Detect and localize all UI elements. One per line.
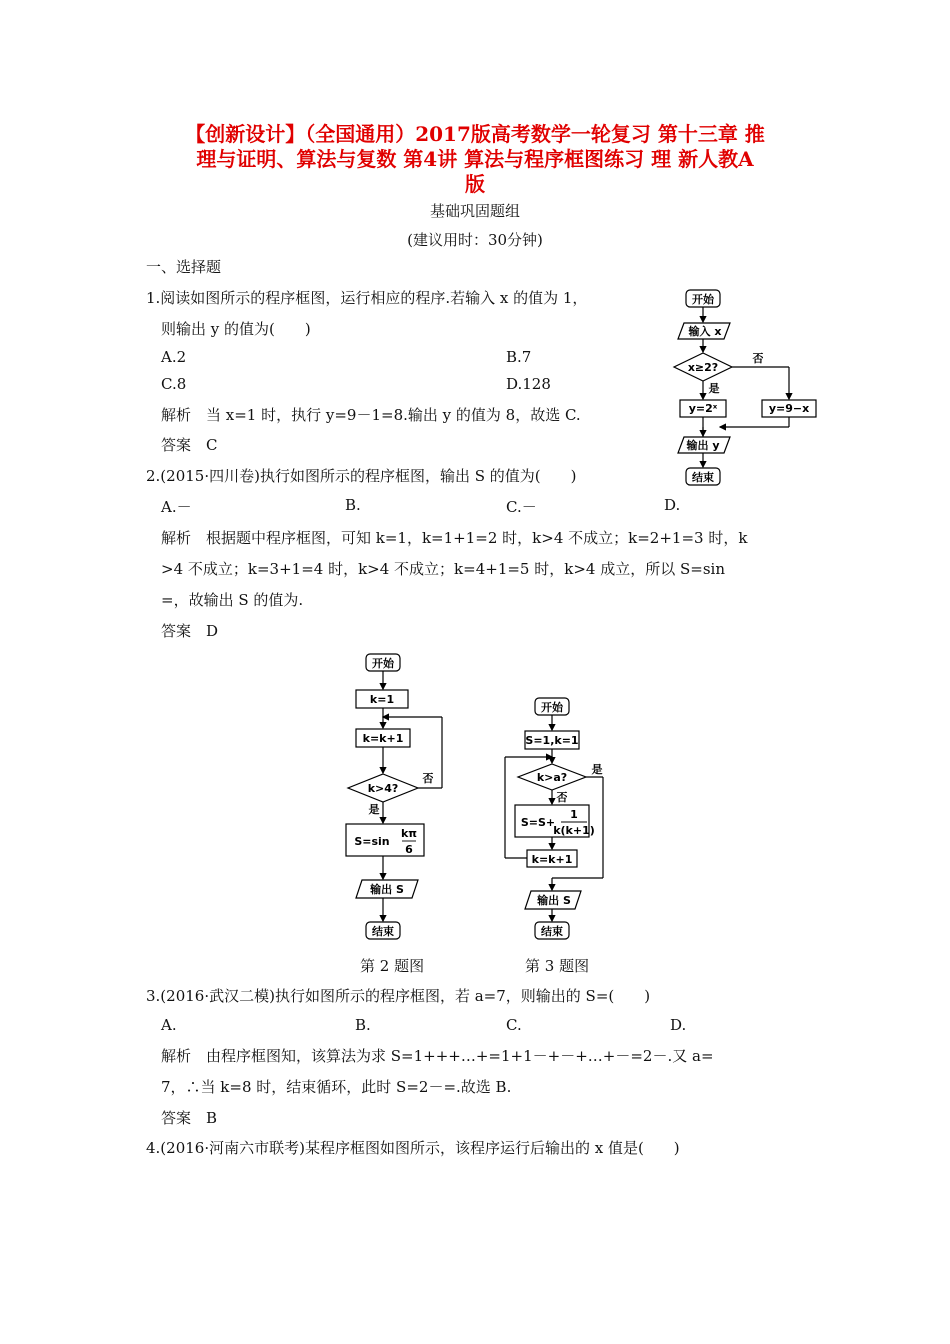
fc2-calc-numerator: kπ bbox=[400, 827, 418, 840]
q3-option-b: B. bbox=[355, 1016, 371, 1034]
fc3-start-text: 开始 bbox=[541, 701, 563, 714]
q1-option-b: B.7 bbox=[506, 348, 532, 366]
title-line-1: 【创新设计】（全国通用）2017版高考数学一轮复习 第十三章 推 bbox=[185, 122, 765, 146]
q2-option-b: B. bbox=[345, 496, 361, 514]
fc2-start-text: 开始 bbox=[372, 657, 394, 670]
q1-option-d: D.128 bbox=[506, 375, 551, 393]
fc3-no-label: 否 bbox=[556, 791, 568, 804]
q2-answer: 答案 D bbox=[161, 622, 219, 640]
fc3-update-text: k=k+1 bbox=[531, 853, 573, 866]
fc3-calc-numerator: 1 bbox=[570, 808, 578, 821]
fc3-calc-prefix: S=S+ bbox=[520, 816, 556, 829]
fc3-init-text: S=1,k=1 bbox=[525, 734, 579, 747]
fc3-end-text: 结束 bbox=[541, 925, 563, 938]
fig2-caption: 第 2 题图 bbox=[360, 957, 425, 975]
fc1-end-text: 结束 bbox=[692, 471, 714, 484]
q3-analysis-line2: 7，∴当 k=8 时，结束循环，此时 S=2－=.故选 B. bbox=[161, 1078, 512, 1096]
q1-stem-line2: 则输出 y 的值为( ) bbox=[161, 320, 311, 338]
q1-option-a: A.2 bbox=[161, 348, 187, 366]
q4-stem: 4.(2016·河南六市联考)某程序框图如图所示，该程序运行后输出的 x 值是( ) bbox=[146, 1139, 680, 1157]
q1-option-c: C.8 bbox=[161, 375, 187, 393]
section-heading: 一、选择题 bbox=[146, 258, 222, 276]
fc1-output-text: 输出 y bbox=[686, 439, 720, 452]
q2-option-a: A.－ bbox=[161, 498, 192, 516]
document-title bbox=[120, 122, 830, 197]
fc1-input-text: 输入 x bbox=[688, 325, 722, 338]
fc1-start-text: 开始 bbox=[692, 293, 714, 306]
fc1-left-text: y=2ˣ bbox=[688, 402, 718, 415]
time-note: (建议用时：30分钟) bbox=[407, 231, 543, 249]
fc2-cond-text: k>4? bbox=[367, 782, 399, 795]
q3-analysis-line1: 解析 由程序框图知，该算法为求 S=1+++…+=1+1－+－+…+－=2－.又 a= bbox=[161, 1047, 714, 1065]
q2-analysis-line2: >4 不成立；k=3+1=4 时，k>4 不成立；k=4+1=5 时，k>4 成立，所以 S=sin bbox=[161, 560, 725, 578]
q2-analysis-line1: 解析 根据题中程序框图，可知 k=1，k=1+1=2 时，k>4 不成立；k=2+1=3 时，k bbox=[161, 529, 748, 547]
fc3-output-text: 输出 S bbox=[537, 894, 571, 907]
title-line-2: 理与证明、算法与复数 第4讲 算法与程序框图练习 理 新人教A bbox=[196, 147, 754, 171]
subtitle: 基础巩固题组 bbox=[429, 202, 520, 220]
fc3-yes-label: 是 bbox=[591, 763, 603, 776]
title-line-3: 版 bbox=[465, 172, 485, 196]
q3-option-c: C. bbox=[506, 1016, 522, 1034]
q2-option-c: C.－ bbox=[506, 498, 537, 516]
fc2-yes-label: 是 bbox=[368, 803, 380, 816]
fc1-yes-label: 是 bbox=[708, 382, 720, 395]
q2-option-d: D. bbox=[664, 496, 681, 514]
fc1-no-label: 否 bbox=[752, 352, 764, 365]
fc3-calc-denominator: k(k+1) bbox=[553, 824, 595, 837]
flowchart-q3 bbox=[495, 693, 620, 943]
flowchart-q2 bbox=[330, 650, 460, 945]
fc2-output-text: 输出 S bbox=[370, 883, 404, 896]
fig3-caption: 第 3 题图 bbox=[525, 957, 590, 975]
fc2-init-text: k=1 bbox=[369, 693, 395, 706]
flowchart-q1 bbox=[662, 282, 822, 492]
q1-answer: 答案 C bbox=[161, 436, 218, 454]
q2-analysis-line3: =，故输出 S 的值为. bbox=[161, 591, 304, 609]
q1-analysis: 解析 当 x=1 时，执行 y=9－1=8.输出 y 的值为 8，故选 C. bbox=[161, 406, 581, 424]
fc2-calc-prefix: S=sin bbox=[354, 835, 390, 848]
fc2-update-text: k=k+1 bbox=[362, 732, 404, 745]
fc1-right-text: y=9−x bbox=[768, 402, 810, 415]
q3-stem: 3.(2016·武汉二模)执行如图所示的程序框图，若 a=7，则输出的 S=( ) bbox=[146, 987, 651, 1005]
q3-option-d: D. bbox=[670, 1016, 687, 1034]
fc2-no-label: 否 bbox=[422, 772, 434, 785]
fc3-cond-text: k>a? bbox=[536, 771, 568, 784]
q3-answer: 答案 B bbox=[161, 1109, 218, 1127]
fc2-calc-denominator: 6 bbox=[405, 843, 413, 856]
fc1-cond-text: x≥2? bbox=[687, 361, 719, 374]
fc2-end-text: 结束 bbox=[372, 925, 394, 938]
q3-option-a: A. bbox=[161, 1016, 177, 1034]
q1-stem-line1: 1.阅读如图所示的程序框图，运行相应的程序.若输入 x 的值为 1， bbox=[146, 289, 588, 307]
q2-stem: 2.(2015·四川卷)执行如图所示的程序框图，输出 S 的值为( ) bbox=[146, 467, 577, 485]
